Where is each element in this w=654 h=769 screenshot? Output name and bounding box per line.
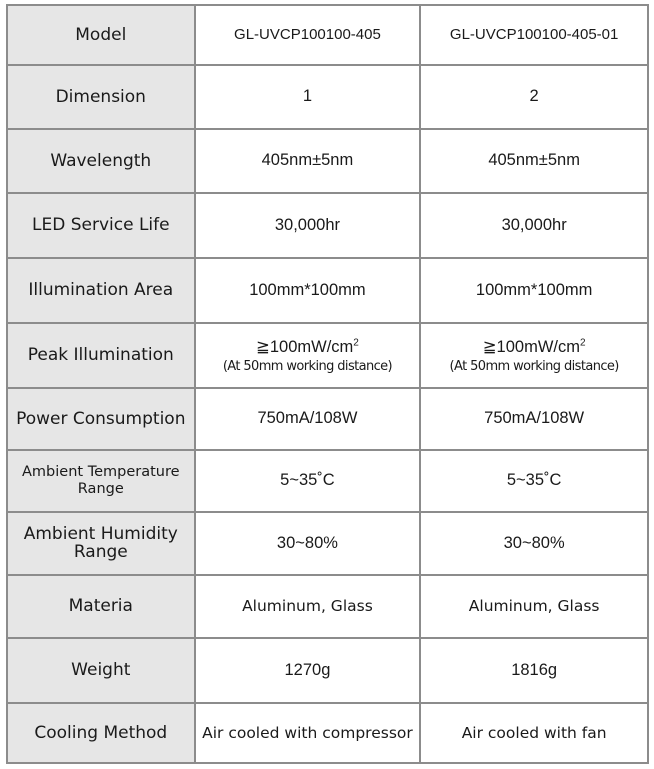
peak-sup-2: 2	[579, 337, 586, 349]
spec-table	[6, 4, 649, 764]
row-label-model: Model	[7, 5, 195, 65]
dimension-value-2: 2	[420, 65, 648, 129]
table-row	[7, 450, 648, 512]
model-value-2: GL-UVCP100100-405-01	[420, 5, 648, 65]
row-label-peak-illumination: Peak Illumination	[7, 323, 195, 388]
peak-main-1: ≧100mW/cm	[256, 337, 354, 356]
row-label-wavelength: Wavelength	[7, 129, 195, 193]
table-row	[7, 575, 648, 638]
temperature-value-2: 5~35˚C	[420, 450, 648, 512]
weight-value-2: 1816g	[420, 638, 648, 703]
row-label-power-consumption: Power Consumption	[7, 388, 195, 450]
table-row	[7, 388, 648, 450]
cooling-value-1: Air cooled with compressor	[195, 703, 421, 763]
temperature-value-1: 5~35˚C	[195, 450, 421, 512]
peak-note-1: (At 50mm working distance)	[222, 358, 393, 374]
table-row	[7, 65, 648, 129]
materia-value-2: Aluminum, Glass	[420, 575, 648, 638]
table-row	[7, 512, 648, 575]
table-row	[7, 703, 648, 763]
model-value-1: GL-UVCP100100-405	[195, 5, 421, 65]
table-row	[7, 5, 648, 65]
table-row	[7, 129, 648, 193]
wavelength-value-2: 405nm±5nm	[420, 129, 648, 193]
peak-illumination-value-2	[420, 323, 648, 388]
peak-note-2: (At 50mm working distance)	[449, 358, 619, 374]
row-label-weight: Weight	[7, 638, 195, 703]
row-label-ambient-temperature: Ambient Temperature Range	[7, 450, 195, 512]
row-label-dimension: Dimension	[7, 65, 195, 129]
dimension-value-1: 1	[195, 65, 421, 129]
table-row	[7, 193, 648, 258]
peak-illumination-value-1	[195, 323, 421, 388]
row-label-led-service-life: LED Service Life	[7, 193, 195, 258]
table-row	[7, 638, 648, 703]
power-value-2: 750mA/108W	[420, 388, 648, 450]
row-label-materia: Materia	[7, 575, 195, 638]
power-value-1: 750mA/108W	[195, 388, 421, 450]
row-label-illumination-area: Illumination Area	[7, 258, 195, 323]
illumination-area-value-1: 100mm*100mm	[195, 258, 421, 323]
wavelength-value-1: 405nm±5nm	[195, 129, 421, 193]
row-label-cooling-method: Cooling Method	[7, 703, 195, 763]
peak-sup-1: 2	[353, 337, 359, 349]
cooling-value-2: Air cooled with fan	[420, 703, 648, 763]
weight-value-1: 1270g	[195, 638, 421, 703]
materia-value-1: Aluminum, Glass	[195, 575, 421, 638]
service-life-value-1: 30,000hr	[195, 193, 421, 258]
peak-main-2: ≧100mW/cm	[482, 337, 580, 356]
service-life-value-2: 30,000hr	[420, 193, 648, 258]
row-label-ambient-humidity: Ambient Humidity Range	[7, 512, 195, 575]
illumination-area-value-2: 100mm*100mm	[420, 258, 648, 323]
humidity-value-2: 30~80%	[420, 512, 648, 575]
table-row	[7, 258, 648, 323]
humidity-value-1: 30~80%	[195, 512, 421, 575]
table-row	[7, 323, 648, 388]
